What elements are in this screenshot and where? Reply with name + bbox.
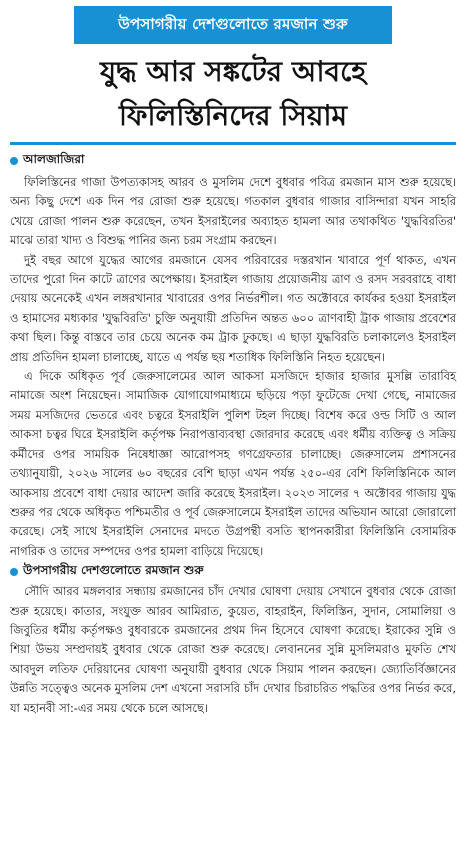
headline-line-1: যুদ্ধ আর সঙ্কটের আবহে xyxy=(99,55,367,88)
news-page xyxy=(0,6,466,867)
byline xyxy=(10,151,456,171)
headline xyxy=(10,50,456,138)
article-paragraph-1: ফিলিস্তিনের গাজা উপত্যকাসহ আরব ও মুসলিম দেশে বুধবার পবিত্র রমজান মাস শুরু হয়েছে। অন্য কিছু দেশে এক দিন পর রোজা শুরু হয়েছে। গতকাল বুধবার গাজার বাসিন্দারা যখন সাহরি খেয়ে রোজা পালন শুরু করেছেন, তখন ইসরাইলের অব্যাহত হামলা আর তথাকথিত 'যুদ্ধবিরতির' মাঝে তারা খাদ্য ও বিশুদ্ধ পানির জন্য চরম সংগ্রাম করছেন। xyxy=(10,175,456,248)
bullet-icon xyxy=(10,568,18,576)
kicker-text: উপসাগরীয় দেশগুলোতে রমজান শুরু xyxy=(118,14,348,33)
subhead xyxy=(10,562,456,582)
kicker-bar xyxy=(74,6,392,44)
byline-source: আলজাজিরা xyxy=(23,152,85,166)
article-paragraph-4: সৌদি আরব মঙ্গলবার সন্ধ্যায় রমজানের চাঁদ দেখার ঘোষণা দেয়ায় সেখানে বুধবার থেকে রোজা শুরু হয়েছে। কাতার, সংযুক্ত আরব আমিরাত, কুয়েত, বাহরাইন, ফিলিস্তিন, সুদান, সোমালিয়া ও জিবুতির ধর্মীয় কর্তৃপক্ষও বুধবারকে রমজানের প্রথম দিন হিসেবে ঘোষণা করেছে। ইরাকের সুন্নি ও শিয়া উভয় সম্প্রদায়ই বুধবার থেকে রোজা শুরু করেছে। লেবাননের সুন্নি মুসলিমরাও মুফতি শেখ আবদুল লতিফ দেরিয়ানের ঘোষণা অনুযায়ী বুধবার থেকে সিয়াম পালন করছেন। জ্যোতির্বিজ্ঞানের উন্নতি সত্ত্বেও অনেক মুসলিম দেশ এখনো সরাসরি চাঁদ দেখার চিরাচরিত পদ্ধতির ওপর নির্ভর করে, যা মহানবী সা:-এর সময় থেকে চলে আসছে। xyxy=(10,584,456,715)
divider-rule xyxy=(10,142,456,145)
subhead-text: উপসাগরীয় দেশগুলোতে রমজান শুরু xyxy=(23,563,204,578)
headline-line-2: ফিলিস্তিনিদের সিয়াম xyxy=(119,99,347,132)
article-paragraph-2: দুই বছর আগে যুদ্ধের আগের রমজানে যেসব পরিবারের দস্তরখান খাবারে পূর্ণ থাকত, এখন তাদের পুরো দিন কাটে ত্রাণের অপেক্ষায়। ইসরাইল গাজায় প্রয়োজনীয় ত্রাণ ও রসদ সরবরাহে বাধা দেয়ায় অনেকেই এখন লঙ্গরখানার খাবারের ওপর নির্ভরশীল। গত অক্টোবরে কার্যকর হওয়া ইসরাইল ও হামাসের মধ্যকার 'যুদ্ধবিরতি' চুক্তি অনুযায়ী প্রতিদিন অন্তত ৬০০ ত্রাণবাহী ট্রাক গাজায় প্রবেশের কথা ছিল। কিন্তু বাস্তবে তার চেয়ে অনেক কম ট্রাক ঢুকছে। এ ছাড়া যুদ্ধবিরতি চলাকালেও ইসরাইল প্রায় প্রতিদিন হামলা চালাচ্ছে, যাতে এ পর্যন্ত ছয় শতাধিক ফিলিস্তিনি নিহত হয়েছেন। xyxy=(10,252,456,364)
bullet-icon xyxy=(10,157,18,165)
article-paragraph-3: এ দিকে অধিকৃত পূর্ব জেরুসালেমের আল আকসা মসজিদে হাজার হাজার মুসল্লি তারাবিহ নামাজে অংশ নিয়েছেন। সামাজিক যোগাযোগমাধ্যমে ছড়িয়ে পড়া ফুটেজে দেখা গেছে, নামাজের সময় মসজিদের ভেতরে এবং চত্বরে ইসরাইলি পুলিশ টহল দিচ্ছে। বিশেষ করে ওল্ড সিটি ও আল আকসা চত্বর ঘিরে ইসরাইলি কর্তৃপক্ষ নিরাপত্তাব্যবস্থা জোরদার করেছে এবং ধর্মীয় ব্যক্তিত্ব ও সক্রিয় কর্মীদের ওপর সাময়িক নিষেধাজ্ঞা আরোপসহ গণগ্রেফতার চালাচ্ছে। জেরুসালেম প্রশাসনের তথ্যানুযায়ী, ২০২৬ সালের ৬০ বছরের বেশি ছাড়া এখন পর্যন্ত ২৫০-এর বেশি ফিলিস্তিনিকে আল আকসায় প্রবেশে বাধা দেয়ার আদেশ জারি করেছে ইসরাইল। ২০২৩ সালের ৭ অক্টোবর গাজায় যুদ্ধ শুরুর পর থেকে অধিকৃত পশ্চিমতীর ও পূর্ব জেরুসালেমে ইসরাইল তাদের অভিযান আরো জোরালো করেছে। সেই সাথে ইসরাইলি সেনাদের মদতে উগ্রপন্থী বসতি স্থাপনকারীরা ফিলিস্তিনি বেসামরিক নাগরিক ও তাদের সম্পদের ওপর হামলা বাড়িয়ে দিয়েছে। xyxy=(10,369,456,558)
